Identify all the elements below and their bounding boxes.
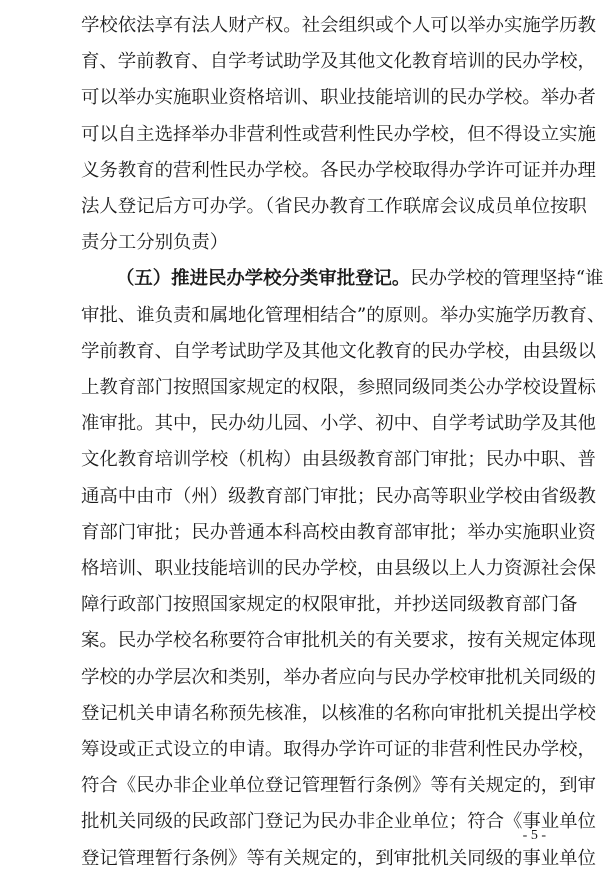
text-line: 准审批。其中，民办幼儿园、小学、初中、自学考试助学及其他 [81, 413, 596, 435]
text-line: 责分工分别负责） [81, 232, 229, 254]
text-line: 筹设或正式设立的申请。取得办学许可证的非营利性民办学校， [81, 739, 596, 760]
text-line: 登记管理暂行条例》等有关规定的，到审批机关同级的事业单位 [81, 847, 596, 869]
text-line: 审批、谁负责和属地化管理相结合”的原则。举办实施学历教育、 [81, 304, 606, 326]
text-line: 格培训、职业技能培训的民办学校，由县级以上人力资源社会保 [81, 558, 596, 579]
text-line: 学校的办学层次和类别，举办者应向与民办学校审批机关同级的 [81, 666, 596, 688]
section-heading-rest: 民办学校的管理坚持“谁 [410, 268, 604, 290]
text-line: 批机关同级的民政部门登记为民办非企业单位；符合《事业单位 [81, 811, 596, 833]
text-line: 上教育部门按照国家规定的权限，参照同级同类公办学校设置标 [81, 377, 596, 398]
text-line: 登记机关申请名称预先核准，以核准的名称向审批机关提出学校 [81, 702, 596, 724]
text-line: 义务教育的营利性民办学校。各民办学校取得办学许可证并办理 [81, 159, 596, 181]
text-line: 文化教育培训学校（机构）由县级教育部门审批；民办中职、普 [81, 449, 596, 471]
text-line: 可以举办实施职业资格培训、职业技能培训的民办学校。举办者 [81, 87, 596, 109]
page-number: - 5 - [522, 828, 546, 843]
text-line: 可以自主选择举办非营利性或营利性民办学校，但不得设立实施 [81, 123, 596, 145]
section-heading-line [116, 264, 604, 294]
text-line: 学校依法享有法人财产权。社会组织或个人可以举办实施学历教 [81, 15, 596, 36]
section-heading: （五）推进民办学校分类审批登记。 [116, 268, 411, 290]
text-line: 障行政部门按照国家规定的权限审批，并抄送同级教育部门备 [81, 594, 578, 616]
text-line: 学前教育、自学考试助学及其他文化教育的民办学校，由县级以 [81, 340, 596, 362]
text-line: 育部门审批；民办普通本科高校由教育部审批；举办实施职业资 [81, 521, 596, 543]
text-line: 育、学前教育、自学考试助学及其他文化教育培训的民办学校， [81, 51, 596, 73]
text-line: 法人登记后方可办学。（省民办教育工作联席会议成员单位按职 [81, 196, 587, 217]
text-line: 案。民办学校名称要符合审批机关的有关要求，按有关规定体现 [81, 630, 596, 652]
text-line: 通高中由市（州）级教育部门审批；民办高等职业学校由省级教 [81, 485, 596, 507]
text-line: 符合《民办非企业单位登记管理暂行条例》等有关规定的，到审 [81, 775, 596, 797]
